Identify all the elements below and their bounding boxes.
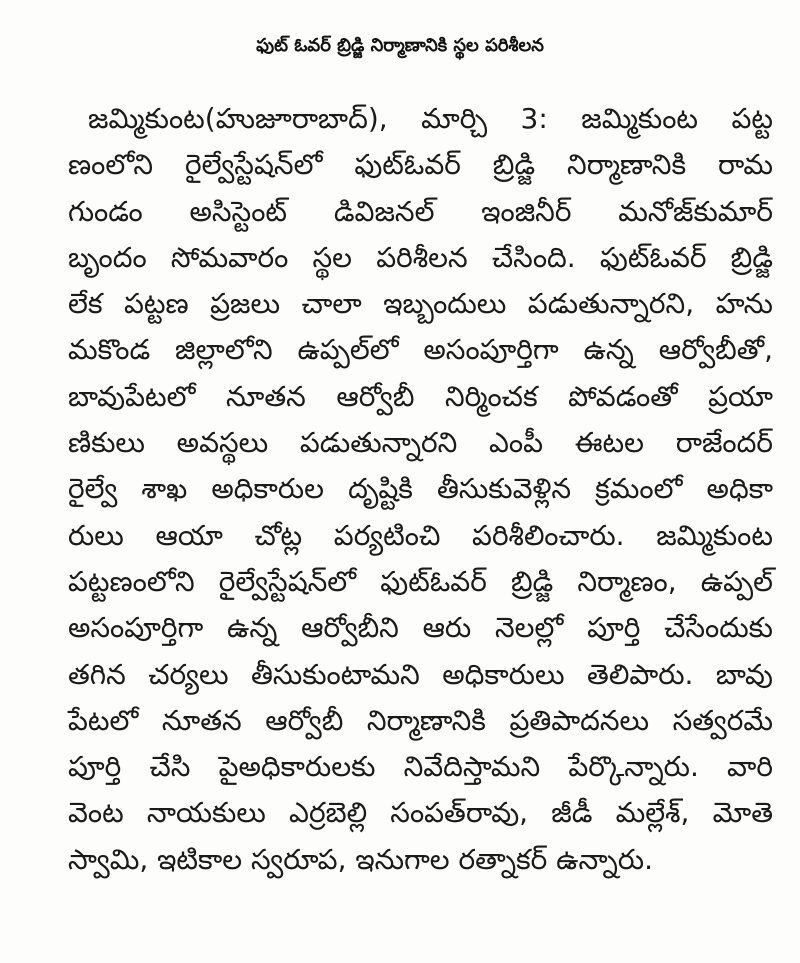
article-headline: ఫుట్ ఓవర్ బ్రిడ్జి నిర్మాణానికి స్థల పరిశీలన (256, 35, 544, 56)
article-line: ణికులు అవస్థలు పడుతున్నారని ఎంపీ ఈటల రాజేందర్ (68, 426, 773, 460)
article-line: రులు ఆయా చోట్ల పర్యటించి పరిశీలించారు. జమ్మికుంట (68, 518, 773, 552)
article-line: లేక పట్టణ ప్రజలు చాలా ఇబ్బందులు పడుతున్నారని, హను (68, 287, 773, 321)
article-line: పట్టణంలోని రైల్వేస్టేషన్‌లో ఫుట్‌ఓవర్ బ్రిడ్జి నిర్మాణం, ఉప్పల్ (68, 564, 773, 598)
article-line: మకొండ జిల్లాలోని ఉప్పల్‌లో అసంపూర్తిగా ఉన్న ఆర్వోబీతో, (68, 333, 773, 367)
article-line: బృందం సోమవారం స్థల పరిశీలన చేసింది. ఫుట్‌ఓవర్ బ్రిడ్జి (68, 240, 773, 274)
article-line: రైల్వే శాఖ అధికారుల దృష్టికి తీసుకువెళ్లిన క్రమంలో అధికా (68, 472, 773, 506)
article-line: అసంపూర్తిగా ఉన్న ఆర్వోబీని ఆరు నెలల్లో పూర్తి చేసేందుకు (68, 611, 773, 645)
article-line: జమ్మికుంట(హుజూరాబాద్), మార్చి 3: జమ్మికుంట పట్ట (88, 102, 773, 135)
article-body (68, 96, 773, 883)
article-line: గుండం అసిస్టెంట్ డివిజనల్ ఇంజినీర్ మనోజ్‌కుమార్ (68, 194, 773, 228)
article-line: స్వామి, ఇటికాల స్వరూప, ఇనుగాల రత్నాకర్ ఉన్నారు. (68, 842, 654, 876)
article-line: పూర్తి చేసి పైఅధికారులకు నివేదిస్తామని పేర్కొన్నారు. వారి (68, 750, 773, 784)
article-line: వెంట నాయకులు ఎర్రబెల్లి సంపత్‌రావు, జీడీ మల్లేశ్, మోతె (68, 796, 773, 830)
article-line: తగిన చర్యలు తీసుకుంటామని అధికారులు తెలిపారు. బావు (68, 657, 773, 691)
article-line: బావుపేటలో నూతన ఆర్వోబీ నిర్మించక పోవడంతో ప్రయా (68, 379, 773, 413)
article-line: ణంలోని రైల్వేస్టేషన్‌లో ఫుట్‌ఓవర్ బ్రిడ్జి నిర్మాణానికి రామ (68, 148, 773, 182)
article-line: పేటలో నూతన ఆర్వోబీ నిర్మాణానికి ప్రతిపాదనలు సత్వరమే (68, 703, 773, 737)
